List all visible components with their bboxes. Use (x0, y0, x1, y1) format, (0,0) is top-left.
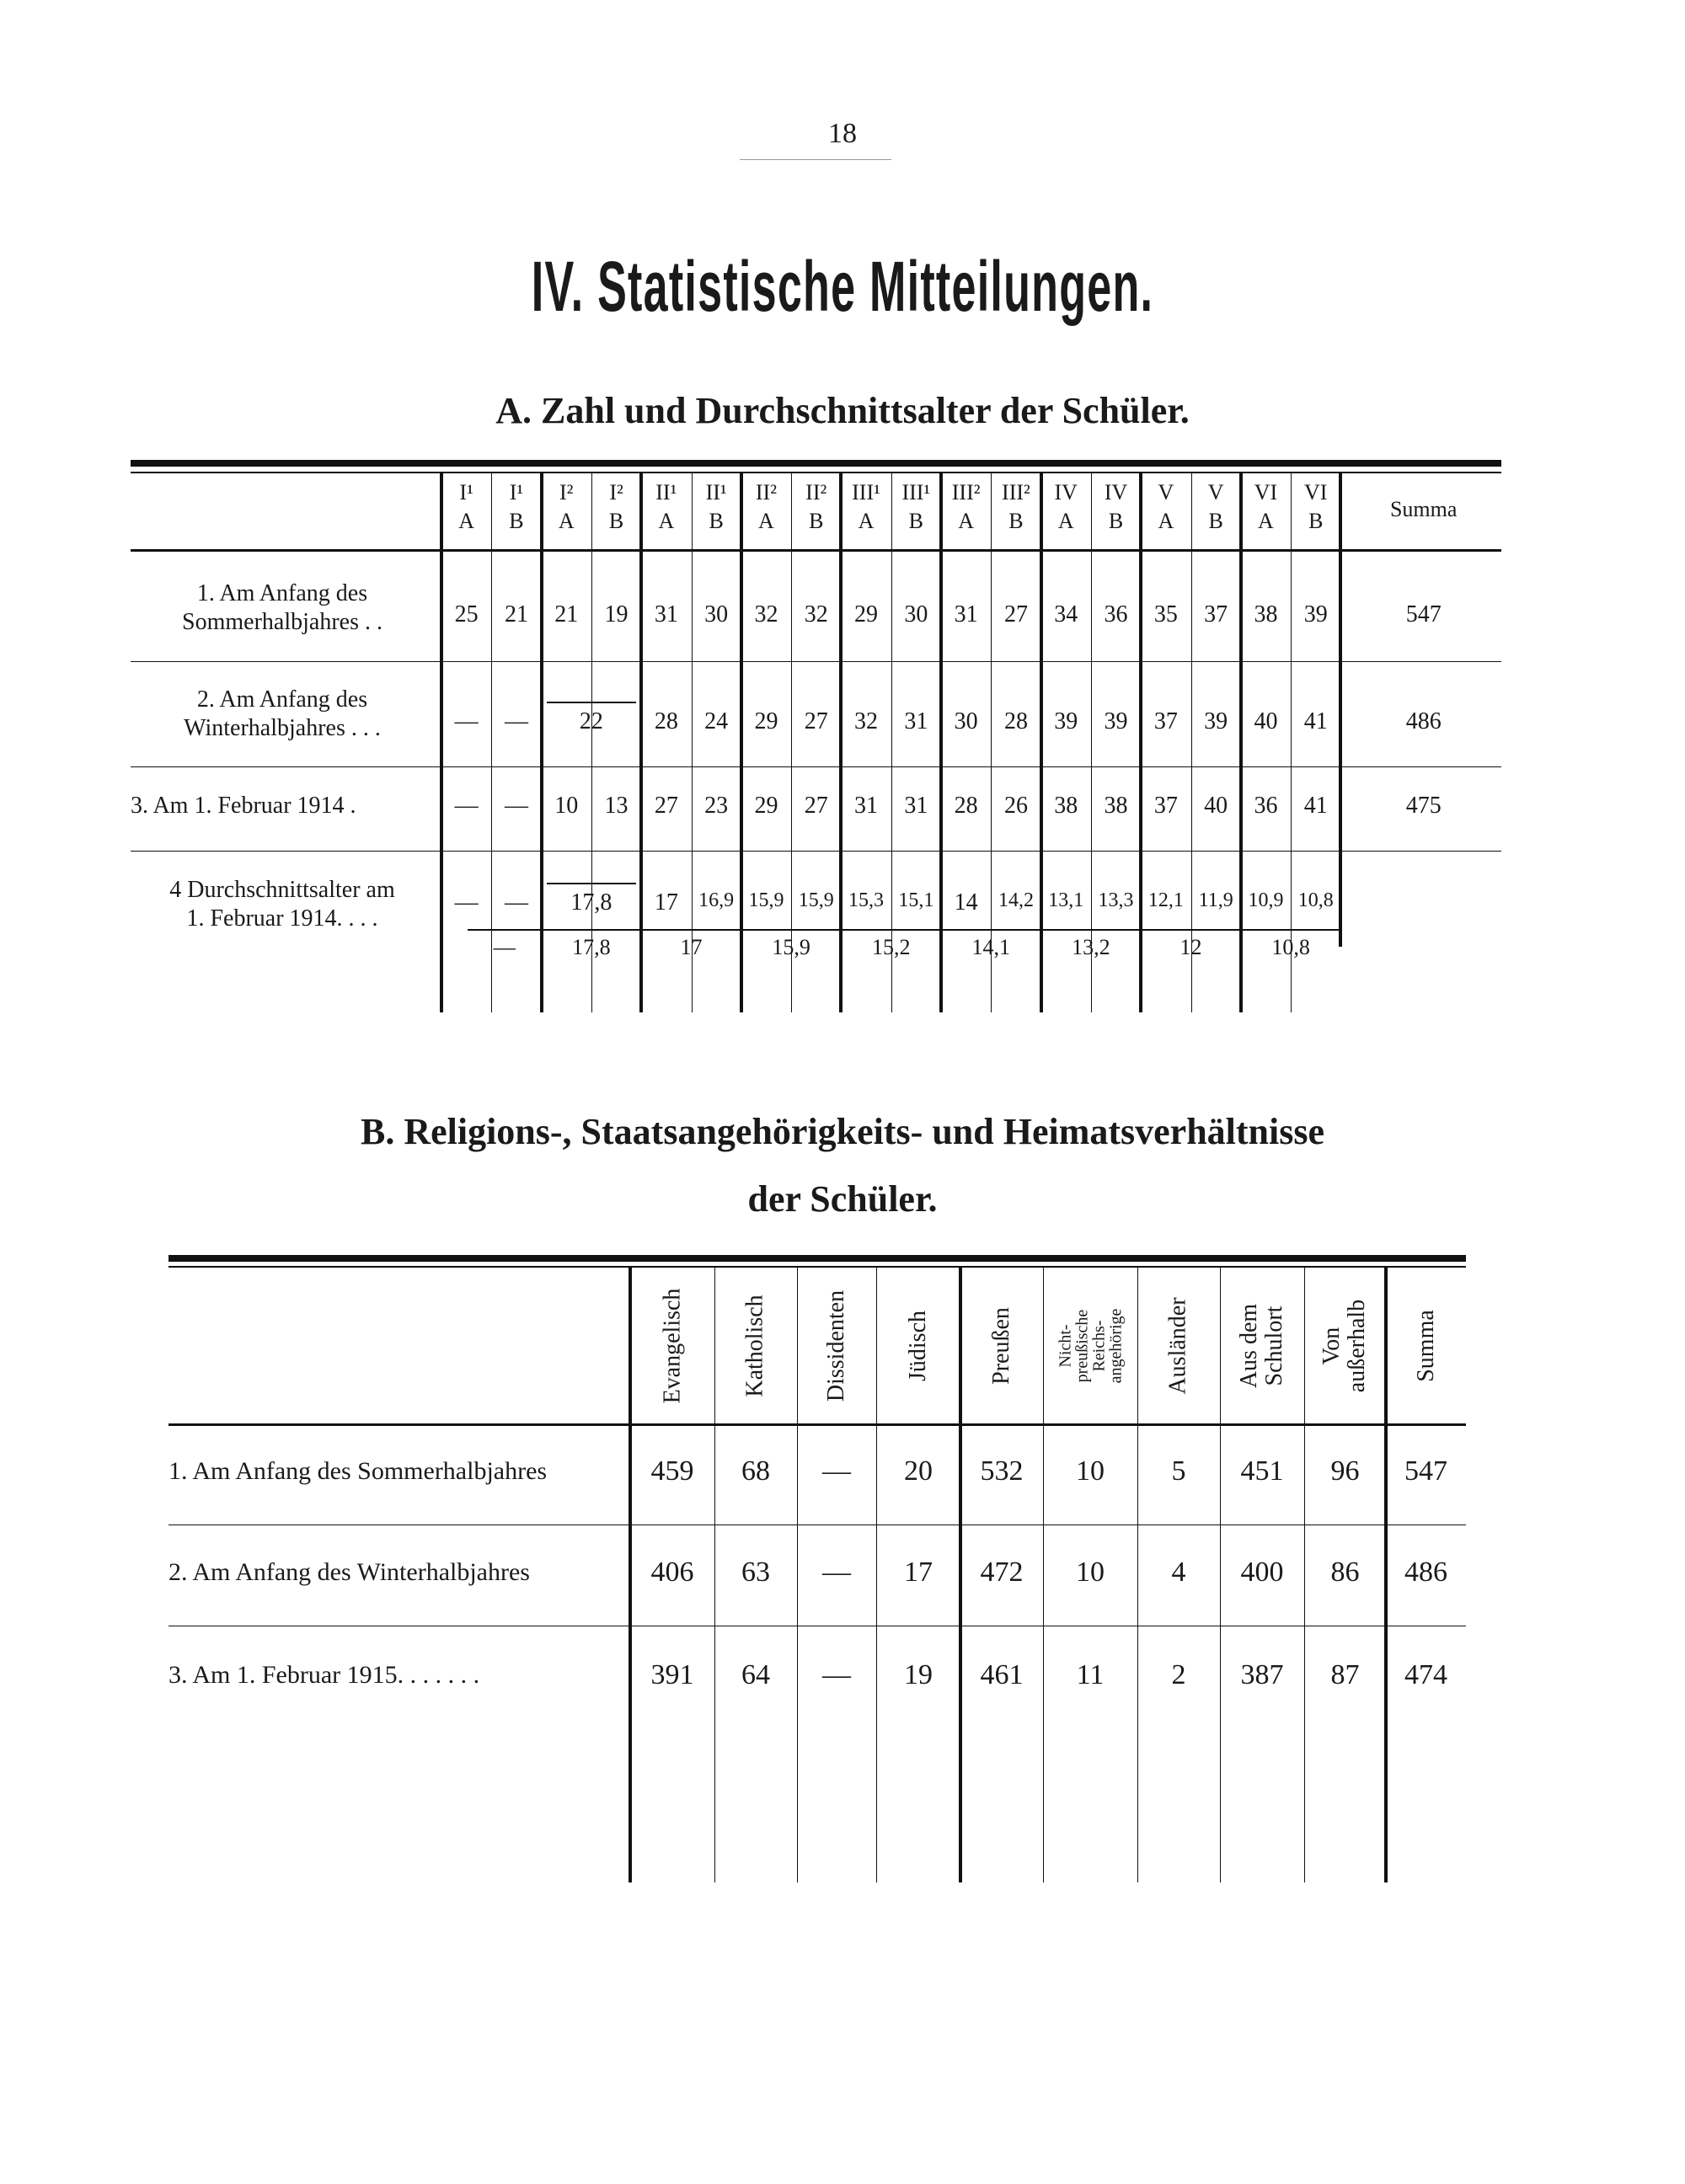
cell-value: 27 (804, 708, 828, 734)
column-header-text: Dissidenten (823, 1290, 849, 1402)
summa-value: 547 (1405, 601, 1442, 627)
column-header (1386, 1272, 1466, 1419)
pair-average-value: 17 (680, 935, 703, 959)
column-divider (939, 473, 943, 1012)
column-header-top: III² (951, 480, 981, 505)
cell-value: 472 (980, 1557, 1024, 1588)
cell-value: — (454, 793, 479, 819)
cell-value: 10 (1076, 1455, 1105, 1487)
cell-value: — (822, 1659, 851, 1690)
column-header (1220, 1272, 1304, 1419)
cell-value: 27 (804, 793, 828, 819)
column-divider (1239, 473, 1243, 1012)
column-header-text: Evangelisch (659, 1288, 685, 1403)
row-label: 2. Am Anfang des Winterhalbjahres (168, 1558, 530, 1586)
column-header-top: I¹ (459, 480, 473, 505)
cell-value: 37 (1204, 601, 1228, 627)
page-number: 18 (828, 118, 857, 149)
cell-value: 14 (954, 889, 978, 916)
cell-value: 41 (1303, 793, 1328, 819)
cell-value: 63 (741, 1557, 770, 1588)
cell-value: 40 (1254, 708, 1278, 734)
pair-average-value: 14,1 (971, 935, 1011, 959)
column-header-bottom: B (709, 509, 724, 533)
cell-value: 15,1 (898, 889, 934, 911)
cell-value: 400 (1240, 1557, 1284, 1588)
cell-value: 31 (654, 601, 678, 627)
cell-value: — (504, 889, 528, 916)
row-label-line2: Sommerhalbjahres . . (182, 609, 382, 635)
cell-value: 39 (1204, 708, 1228, 734)
cell-value: 19 (604, 601, 629, 627)
column-header-bottom: B (1208, 509, 1223, 533)
column-header-bottom: A (858, 509, 875, 533)
pair-average-value: 15,9 (772, 935, 810, 959)
cell-value: 17 (904, 1557, 933, 1588)
column-divider (1091, 473, 1092, 1012)
cell-value: — (822, 1455, 851, 1487)
row-label-line2: 1. Februar 1914. . . . (186, 905, 378, 932)
row-label-line2: Winterhalbjahres . . . (184, 715, 381, 741)
row-separator (131, 661, 1501, 662)
column-header-top: V (1158, 480, 1174, 505)
cell-value: 13,1 (1048, 889, 1084, 911)
cell-value: 4 (1171, 1557, 1186, 1588)
cell-value: 68 (741, 1455, 770, 1487)
column-divider (839, 473, 842, 1012)
page-number-rule (740, 159, 891, 160)
column-header (630, 1272, 714, 1419)
cell-value: 459 (650, 1455, 694, 1487)
cell-value: 32 (854, 708, 879, 734)
column-header-bottom: B (509, 509, 524, 533)
cell-value: 40 (1204, 793, 1228, 819)
cell-value: 15,9 (798, 889, 834, 911)
cell-value: 10,8 (1297, 889, 1334, 911)
cell-value: 36 (1254, 793, 1278, 819)
cell-value: 11 (1076, 1659, 1105, 1690)
column-header-text: Katholisch (742, 1294, 768, 1397)
merged-cell-value: 22 (579, 708, 603, 734)
cell-value: 474 (1404, 1659, 1447, 1690)
cell-value: 31 (904, 708, 928, 734)
cell-value: 547 (1404, 1455, 1447, 1487)
cell-value: — (454, 708, 479, 734)
rule-header-bottom (131, 549, 1501, 552)
cell-value: 28 (654, 708, 678, 734)
cell-value: 32 (754, 601, 778, 627)
column-header-bottom: B (809, 509, 824, 533)
cell-value: 10 (1076, 1557, 1105, 1588)
column-divider (491, 473, 492, 1012)
row-label-line1: 3. Am 1. Februar 1914 . (131, 793, 356, 819)
cell-value: 17 (654, 889, 678, 916)
column-header-top: II² (755, 480, 777, 505)
column-divider (1139, 473, 1142, 1012)
rule-top-thin (168, 1266, 1466, 1268)
column-divider (440, 473, 443, 1012)
cell-value: 30 (704, 601, 729, 627)
column-header-bottom: A (658, 509, 675, 533)
row-label-line1: 2. Am Anfang des (196, 686, 368, 713)
cell-value: 39 (1054, 708, 1078, 734)
column-header-top: V (1207, 480, 1224, 505)
pair-average-value: — (493, 935, 516, 959)
rule-header-bottom (168, 1423, 1466, 1426)
column-header-top: VI (1254, 480, 1278, 505)
column-divider (639, 473, 643, 1012)
cell-value: 27 (1003, 601, 1028, 627)
column-header-top: I² (559, 480, 574, 505)
row-label-line1: 4 Durchschnittsalter am (169, 877, 395, 903)
cell-value: 27 (654, 793, 678, 819)
row-label: 3. Am 1. Februar 1915. . . . . . . (168, 1661, 480, 1689)
cell-value: — (504, 793, 528, 819)
column-header-bottom: B (1108, 509, 1124, 533)
cell-value: 406 (650, 1557, 694, 1588)
column-header-bottom: A (1158, 509, 1174, 533)
pair-average-value: 17,8 (572, 935, 611, 959)
merged-cell-value: 17,8 (570, 889, 612, 916)
column-header (1043, 1272, 1137, 1419)
column-divider (692, 473, 693, 1012)
cell-value: 38 (1254, 601, 1278, 627)
cell-value: 37 (1153, 708, 1178, 734)
cell-value: 28 (1003, 708, 1028, 734)
column-header-bottom: A (758, 509, 774, 533)
cell-value: 13 (604, 793, 629, 819)
column-header-bottom: B (608, 509, 624, 533)
column-header-bottom: A (458, 509, 475, 533)
cell-value: 532 (980, 1455, 1024, 1487)
column-header-bottom: A (1258, 509, 1274, 533)
rule-top-thin (131, 472, 1501, 473)
pair-average-value: 12 (1180, 935, 1202, 959)
cell-value: 20 (904, 1455, 933, 1487)
column-divider (1040, 473, 1043, 1012)
cell-value: 28 (954, 793, 978, 819)
column-header-top: III¹ (852, 480, 880, 505)
column-header (797, 1272, 876, 1419)
cell-value: 461 (980, 1659, 1024, 1690)
cell-value: 86 (1330, 1557, 1360, 1588)
row-separator (131, 766, 1501, 767)
cell-value: — (504, 708, 528, 734)
column-header-bottom: B (1008, 509, 1024, 533)
cell-value: 23 (704, 793, 729, 819)
column-header-text: Preußen (987, 1306, 1014, 1385)
cell-value: 39 (1303, 601, 1328, 627)
pair-average-rule (468, 929, 1340, 931)
column-header-top: IV (1104, 480, 1128, 505)
cell-value: 26 (1003, 793, 1028, 819)
column-header (1137, 1272, 1220, 1419)
column-divider (1291, 473, 1292, 1012)
cell-value: 31 (954, 601, 978, 627)
cell-value: 38 (1054, 793, 1078, 819)
column-header-top: II¹ (655, 480, 677, 505)
column-divider (740, 473, 743, 1012)
cell-value: 35 (1153, 601, 1178, 627)
column-header-text: Aus dem Schulort (1236, 1303, 1288, 1388)
cell-value: 24 (704, 708, 729, 734)
pair-average-value: 10,8 (1271, 935, 1310, 959)
cell-value: 30 (954, 708, 978, 734)
column-header-text: Von außerhalb (1319, 1299, 1371, 1392)
cell-value: 16,9 (698, 889, 735, 911)
cell-value: 32 (804, 601, 828, 627)
column-header-top: II² (805, 480, 827, 505)
section-b-title-line2: der Schüler. (747, 1178, 938, 1220)
cell-value: 15,9 (748, 889, 784, 911)
cell-value: 31 (854, 793, 879, 819)
column-header (1304, 1272, 1386, 1419)
cell-value: 2 (1171, 1659, 1186, 1690)
cell-value: 5 (1171, 1455, 1186, 1487)
cell-value: 14,2 (998, 889, 1034, 911)
column-divider (540, 473, 543, 1012)
column-header (876, 1272, 960, 1419)
column-divider (991, 473, 992, 1012)
column-header-bottom: A (958, 509, 975, 533)
column-divider (891, 473, 892, 1012)
cell-value: 87 (1330, 1659, 1360, 1690)
column-header-top: III¹ (901, 480, 931, 505)
cell-value: 21 (554, 601, 579, 627)
cell-value: 10,9 (1248, 889, 1284, 911)
column-header-top: III² (1002, 480, 1030, 505)
cell-value: 29 (854, 601, 879, 627)
column-divider (791, 473, 792, 1012)
column-header-bottom: A (1057, 509, 1074, 533)
column-header-bottom: B (1308, 509, 1324, 533)
column-header-top: II¹ (705, 480, 727, 505)
column-divider (1191, 473, 1192, 1012)
cell-value: 21 (504, 601, 528, 627)
column-header-bottom: B (908, 509, 923, 533)
cell-value: 29 (754, 793, 778, 819)
section-b-title-line1: B. Religions-, Staatsangehörigkeits- und Heimatsverhältnisse (360, 1111, 1325, 1152)
cell-value: — (822, 1557, 851, 1588)
cell-value: 25 (454, 601, 479, 627)
cell-value: 13,3 (1098, 889, 1134, 911)
row-separator (131, 851, 1501, 852)
cell-value: 19 (904, 1659, 933, 1690)
column-header-top: I¹ (509, 480, 524, 505)
cell-value: 39 (1104, 708, 1128, 734)
pair-average-value: 13,2 (1072, 935, 1110, 959)
row-label: 1. Am Anfang des Sommerhalbjahres (168, 1457, 548, 1485)
cell-value: 10 (554, 793, 579, 819)
section-a-title: A. Zahl und Durchschnittsalter der Schüler. (495, 390, 1190, 431)
cell-value: 29 (754, 708, 778, 734)
row-label-line1: 1. Am Anfang des (196, 580, 368, 606)
column-header-top: I² (609, 480, 623, 505)
cell-value: 486 (1404, 1557, 1447, 1588)
cell-value: 41 (1303, 708, 1328, 734)
column-header (714, 1272, 797, 1419)
cell-value: 451 (1240, 1455, 1284, 1487)
column-header-top: IV (1054, 480, 1078, 505)
column-header (960, 1272, 1043, 1419)
cell-value: 37 (1153, 793, 1178, 819)
cell-value: 387 (1240, 1659, 1284, 1690)
cell-value: 64 (741, 1659, 770, 1690)
cell-value: 391 (650, 1659, 694, 1690)
column-divider (591, 473, 592, 1012)
cell-value: 11,9 (1198, 889, 1233, 911)
summa-header: Summa (1389, 497, 1458, 521)
cell-value: 34 (1054, 601, 1078, 627)
rule-top-heavy (168, 1255, 1466, 1262)
cell-value: 12,1 (1147, 889, 1184, 911)
cell-value: 36 (1104, 601, 1128, 627)
pair-average-value: 15,2 (871, 935, 911, 959)
cell-value: 38 (1104, 793, 1128, 819)
summa-value: 475 (1405, 793, 1442, 819)
merged-cell-brace (547, 702, 637, 703)
cell-value: 31 (904, 793, 928, 819)
column-header-bottom: A (558, 509, 575, 533)
merged-cell-brace (547, 883, 637, 884)
rule-top-heavy (131, 460, 1501, 467)
cell-value: 30 (904, 601, 928, 627)
column-header-text: Summa (1412, 1309, 1439, 1382)
column-header-text: Ausländer (1165, 1296, 1192, 1395)
cell-value: 15,3 (848, 889, 885, 911)
cell-value: 96 (1330, 1455, 1360, 1487)
summa-value: 486 (1405, 708, 1442, 734)
column-header-text: Nicht- preußische Reichs- angehörige (1055, 1308, 1125, 1383)
page-title: IV. Statistische Mitteilungen. (531, 247, 1154, 326)
column-header-top: VI (1304, 480, 1328, 505)
cell-value: — (454, 889, 479, 916)
column-header-text: Jüdisch (905, 1310, 931, 1381)
